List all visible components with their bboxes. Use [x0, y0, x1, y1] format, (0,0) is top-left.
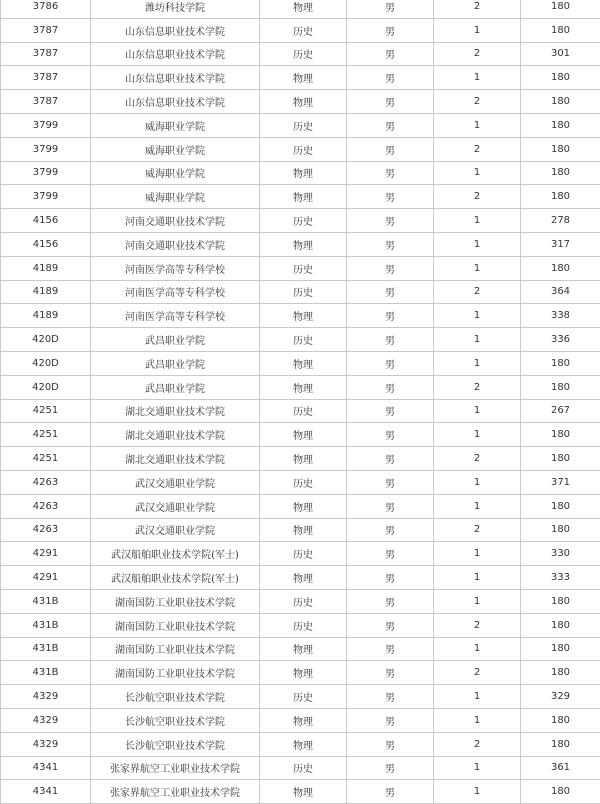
subject-category-cell: 物理 [260, 0, 347, 18]
school-name-cell: 武汉交通职业学院 [91, 470, 260, 494]
school-code-cell: 3787 [1, 90, 91, 114]
subject-category-cell: 物理 [260, 351, 347, 375]
min-score-cell: 371 [521, 470, 600, 494]
subject-category-cell: 历史 [260, 137, 347, 161]
plan-count-cell: 1 [434, 304, 521, 328]
school-code-cell: 4189 [1, 304, 91, 328]
table-row [1, 756, 600, 780]
subject-category-cell: 物理 [260, 447, 347, 471]
plan-count-cell: 1 [434, 637, 521, 661]
plan-count-cell: 1 [434, 494, 521, 518]
table-row [1, 42, 600, 66]
plan-count-cell: 2 [434, 375, 521, 399]
plan-count-cell: 1 [434, 685, 521, 709]
school-name-cell: 威海职业学院 [91, 113, 260, 137]
school-name-cell: 湖南国防工业职业技术学院 [91, 637, 260, 661]
subject-category-cell: 历史 [260, 613, 347, 637]
min-score-cell: 180 [521, 732, 600, 756]
plan-count-cell: 1 [434, 780, 521, 804]
min-score-cell: 180 [521, 0, 600, 18]
table-row [1, 566, 600, 590]
plan-count-cell: 2 [434, 732, 521, 756]
school-name-cell: 河南医学高等专科学校 [91, 304, 260, 328]
plan-count-cell: 1 [434, 542, 521, 566]
school-code-cell: 4291 [1, 566, 91, 590]
min-score-cell: 333 [521, 566, 600, 590]
school-name-cell: 湖北交通职业技术学院 [91, 423, 260, 447]
school-code-cell: 4251 [1, 399, 91, 423]
gender-cell: 男 [347, 708, 434, 732]
plan-count-cell: 1 [434, 589, 521, 613]
table-row [1, 185, 600, 209]
table-row [1, 137, 600, 161]
school-code-cell: 3787 [1, 18, 91, 42]
school-name-cell: 山东信息职业技术学院 [91, 18, 260, 42]
table-row [1, 328, 600, 352]
gender-cell: 男 [347, 780, 434, 804]
table-row [1, 232, 600, 256]
min-score-cell: 330 [521, 542, 600, 566]
min-score-cell: 180 [521, 518, 600, 542]
table-row [1, 518, 600, 542]
plan-count-cell: 1 [434, 756, 521, 780]
table-row [1, 542, 600, 566]
gender-cell: 男 [347, 447, 434, 471]
table-row [1, 613, 600, 637]
school-name-cell: 河南交通职业技术学院 [91, 232, 260, 256]
school-name-cell: 张家界航空工业职业技术学院 [91, 756, 260, 780]
subject-category-cell: 物理 [260, 661, 347, 685]
school-code-cell: 4263 [1, 470, 91, 494]
min-score-cell: 180 [521, 18, 600, 42]
school-code-cell: 4251 [1, 447, 91, 471]
school-name-cell: 张家界航空工业职业技术学院 [91, 780, 260, 804]
school-code-cell: 3799 [1, 161, 91, 185]
school-name-cell: 武昌职业学院 [91, 351, 260, 375]
subject-category-cell: 历史 [260, 18, 347, 42]
plan-count-cell: 1 [434, 232, 521, 256]
school-name-cell: 河南医学高等专科学校 [91, 256, 260, 280]
min-score-cell: 180 [521, 661, 600, 685]
min-score-cell: 180 [521, 589, 600, 613]
gender-cell: 男 [347, 661, 434, 685]
school-name-cell: 武汉船舶职业技术学院(军士) [91, 566, 260, 590]
school-code-cell: 3787 [1, 66, 91, 90]
plan-count-cell: 2 [434, 42, 521, 66]
min-score-cell: 180 [521, 375, 600, 399]
gender-cell: 男 [347, 0, 434, 18]
gender-cell: 男 [347, 209, 434, 233]
gender-cell: 男 [347, 137, 434, 161]
plan-count-cell: 2 [434, 518, 521, 542]
school-code-cell: 4329 [1, 708, 91, 732]
subject-category-cell: 物理 [260, 637, 347, 661]
table-row [1, 90, 600, 114]
table-row [1, 494, 600, 518]
school-name-cell: 山东信息职业技术学院 [91, 90, 260, 114]
gender-cell: 男 [347, 304, 434, 328]
plan-count-cell: 1 [434, 113, 521, 137]
plan-count-cell: 1 [434, 161, 521, 185]
school-code-cell: 4263 [1, 494, 91, 518]
school-name-cell: 长沙航空职业技术学院 [91, 708, 260, 732]
school-code-cell: 4341 [1, 780, 91, 804]
table-row [1, 685, 600, 709]
school-name-cell: 武昌职业学院 [91, 328, 260, 352]
table-row [1, 280, 600, 304]
school-code-cell: 431B [1, 637, 91, 661]
plan-count-cell: 2 [434, 90, 521, 114]
gender-cell: 男 [347, 161, 434, 185]
min-score-cell: 180 [521, 447, 600, 471]
school-name-cell: 长沙航空职业技术学院 [91, 685, 260, 709]
table-row [1, 447, 600, 471]
table-row [1, 470, 600, 494]
plan-count-cell: 1 [434, 423, 521, 447]
min-score-cell: 180 [521, 494, 600, 518]
gender-cell: 男 [347, 732, 434, 756]
table-row [1, 661, 600, 685]
min-score-cell: 329 [521, 685, 600, 709]
min-score-cell: 180 [521, 637, 600, 661]
subject-category-cell: 历史 [260, 470, 347, 494]
subject-category-cell: 历史 [260, 328, 347, 352]
table-body [1, 0, 600, 804]
min-score-cell: 180 [521, 66, 600, 90]
gender-cell: 男 [347, 518, 434, 542]
school-name-cell: 湖南国防工业职业技术学院 [91, 613, 260, 637]
school-code-cell: 4251 [1, 423, 91, 447]
plan-count-cell: 1 [434, 566, 521, 590]
table-row [1, 399, 600, 423]
school-name-cell: 河南交通职业技术学院 [91, 209, 260, 233]
min-score-cell: 180 [521, 161, 600, 185]
plan-count-cell: 2 [434, 280, 521, 304]
plan-count-cell: 1 [434, 256, 521, 280]
plan-count-cell: 2 [434, 0, 521, 18]
table-row [1, 637, 600, 661]
gender-cell: 男 [347, 280, 434, 304]
min-score-cell: 180 [521, 708, 600, 732]
table-row [1, 423, 600, 447]
school-name-cell: 武汉交通职业学院 [91, 494, 260, 518]
gender-cell: 男 [347, 375, 434, 399]
subject-category-cell: 物理 [260, 494, 347, 518]
subject-category-cell: 历史 [260, 209, 347, 233]
school-name-cell: 山东信息职业技术学院 [91, 42, 260, 66]
school-name-cell: 潍坊科技学院 [91, 0, 260, 18]
gender-cell: 男 [347, 613, 434, 637]
gender-cell: 男 [347, 589, 434, 613]
school-name-cell: 武汉船舶职业技术学院(军士) [91, 542, 260, 566]
school-name-cell: 长沙航空职业技术学院 [91, 732, 260, 756]
school-code-cell: 420D [1, 375, 91, 399]
school-code-cell: 4291 [1, 542, 91, 566]
school-code-cell: 4189 [1, 280, 91, 304]
school-code-cell: 4263 [1, 518, 91, 542]
min-score-cell: 180 [521, 137, 600, 161]
subject-category-cell: 历史 [260, 756, 347, 780]
table-row [1, 589, 600, 613]
table-row [1, 256, 600, 280]
plan-count-cell: 2 [434, 613, 521, 637]
school-name-cell: 威海职业学院 [91, 161, 260, 185]
plan-count-cell: 2 [434, 137, 521, 161]
plan-count-cell: 2 [434, 447, 521, 471]
subject-category-cell: 物理 [260, 304, 347, 328]
plan-count-cell: 1 [434, 66, 521, 90]
subject-category-cell: 物理 [260, 66, 347, 90]
min-score-cell: 336 [521, 328, 600, 352]
subject-category-cell: 物理 [260, 90, 347, 114]
subject-category-cell: 物理 [260, 518, 347, 542]
school-name-cell: 湖南国防工业职业技术学院 [91, 661, 260, 685]
school-name-cell: 武昌职业学院 [91, 375, 260, 399]
school-code-cell: 3786 [1, 0, 91, 18]
plan-count-cell: 1 [434, 18, 521, 42]
gender-cell: 男 [347, 113, 434, 137]
table-row [1, 708, 600, 732]
table-row [1, 375, 600, 399]
subject-category-cell: 物理 [260, 566, 347, 590]
gender-cell: 男 [347, 399, 434, 423]
subject-category-cell: 历史 [260, 399, 347, 423]
school-name-cell: 湖南国防工业职业技术学院 [91, 589, 260, 613]
gender-cell: 男 [347, 256, 434, 280]
school-code-cell: 431B [1, 589, 91, 613]
school-name-cell: 河南医学高等专科学校 [91, 280, 260, 304]
subject-category-cell: 历史 [260, 542, 347, 566]
gender-cell: 男 [347, 18, 434, 42]
school-name-cell: 湖北交通职业技术学院 [91, 399, 260, 423]
gender-cell: 男 [347, 351, 434, 375]
school-name-cell: 威海职业学院 [91, 185, 260, 209]
table-row [1, 0, 600, 18]
table-row [1, 209, 600, 233]
gender-cell: 男 [347, 756, 434, 780]
gender-cell: 男 [347, 42, 434, 66]
school-code-cell: 3787 [1, 42, 91, 66]
gender-cell: 男 [347, 685, 434, 709]
min-score-cell: 267 [521, 399, 600, 423]
subject-category-cell: 物理 [260, 232, 347, 256]
subject-category-cell: 物理 [260, 185, 347, 209]
gender-cell: 男 [347, 637, 434, 661]
school-code-cell: 420D [1, 351, 91, 375]
subject-category-cell: 历史 [260, 685, 347, 709]
min-score-cell: 180 [521, 613, 600, 637]
plan-count-cell: 1 [434, 399, 521, 423]
school-code-cell: 3799 [1, 185, 91, 209]
min-score-cell: 180 [521, 90, 600, 114]
table-row [1, 18, 600, 42]
min-score-cell: 180 [521, 185, 600, 209]
min-score-cell: 301 [521, 42, 600, 66]
min-score-cell: 180 [521, 423, 600, 447]
subject-category-cell: 物理 [260, 161, 347, 185]
subject-category-cell: 物理 [260, 423, 347, 447]
gender-cell: 男 [347, 542, 434, 566]
subject-category-cell: 历史 [260, 256, 347, 280]
table-row [1, 732, 600, 756]
subject-category-cell: 物理 [260, 375, 347, 399]
school-code-cell: 4329 [1, 732, 91, 756]
table-row [1, 780, 600, 804]
plan-count-cell: 1 [434, 470, 521, 494]
gender-cell: 男 [347, 494, 434, 518]
min-score-cell: 278 [521, 209, 600, 233]
gender-cell: 男 [347, 566, 434, 590]
gender-cell: 男 [347, 232, 434, 256]
min-score-cell: 361 [521, 756, 600, 780]
plan-count-cell: 1 [434, 209, 521, 233]
min-score-cell: 180 [521, 780, 600, 804]
min-score-cell: 364 [521, 280, 600, 304]
table-row [1, 113, 600, 137]
school-code-cell: 4189 [1, 256, 91, 280]
table-row [1, 304, 600, 328]
min-score-cell: 180 [521, 113, 600, 137]
plan-count-cell: 1 [434, 351, 521, 375]
gender-cell: 男 [347, 185, 434, 209]
school-name-cell: 威海职业学院 [91, 137, 260, 161]
subject-category-cell: 物理 [260, 732, 347, 756]
school-code-cell: 420D [1, 328, 91, 352]
school-code-cell: 3799 [1, 113, 91, 137]
gender-cell: 男 [347, 66, 434, 90]
table-row [1, 161, 600, 185]
school-code-cell: 4329 [1, 685, 91, 709]
plan-count-cell: 1 [434, 708, 521, 732]
school-code-cell: 3799 [1, 137, 91, 161]
plan-count-cell: 1 [434, 328, 521, 352]
school-name-cell: 湖北交通职业技术学院 [91, 447, 260, 471]
gender-cell: 男 [347, 90, 434, 114]
min-score-cell: 317 [521, 232, 600, 256]
school-code-cell: 431B [1, 661, 91, 685]
subject-category-cell: 历史 [260, 113, 347, 137]
gender-cell: 男 [347, 470, 434, 494]
school-code-cell: 4156 [1, 209, 91, 233]
min-score-cell: 338 [521, 304, 600, 328]
school-code-cell: 4156 [1, 232, 91, 256]
subject-category-cell: 物理 [260, 780, 347, 804]
school-name-cell: 武汉交通职业学院 [91, 518, 260, 542]
school-code-cell: 4341 [1, 756, 91, 780]
school-name-cell: 山东信息职业技术学院 [91, 66, 260, 90]
min-score-cell: 180 [521, 256, 600, 280]
school-code-cell: 431B [1, 613, 91, 637]
subject-category-cell: 历史 [260, 42, 347, 66]
min-score-cell: 180 [521, 351, 600, 375]
table-row [1, 66, 600, 90]
subject-category-cell: 历史 [260, 589, 347, 613]
subject-category-cell: 物理 [260, 708, 347, 732]
plan-count-cell: 2 [434, 661, 521, 685]
table-row [1, 351, 600, 375]
gender-cell: 男 [347, 328, 434, 352]
subject-category-cell: 历史 [260, 280, 347, 304]
gender-cell: 男 [347, 423, 434, 447]
plan-count-cell: 2 [434, 185, 521, 209]
